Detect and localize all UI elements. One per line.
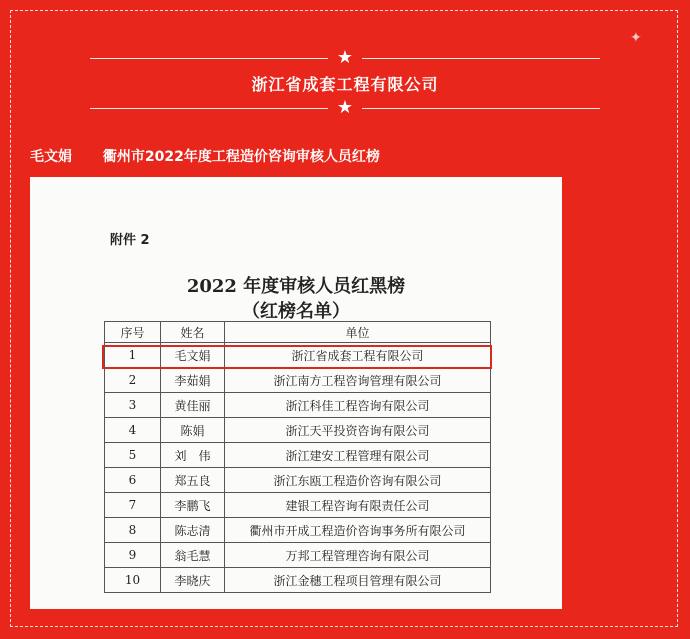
row-no: 9 xyxy=(105,543,161,568)
row-unit: 浙江建安工程管理有限公司 xyxy=(225,443,491,468)
row-no: 1 xyxy=(105,343,161,368)
table-row xyxy=(105,493,491,518)
attachment-label: 附件 2 xyxy=(110,233,150,248)
row-name: 毛文娟 xyxy=(161,343,225,368)
table-row xyxy=(105,568,491,593)
row-no: 3 xyxy=(105,393,161,418)
row-no: 4 xyxy=(105,418,161,443)
table-row xyxy=(105,343,491,368)
caption-author: 毛文娟 xyxy=(30,149,72,165)
table-row xyxy=(105,518,491,543)
row-unit: 浙江金穗工程项目管理有限公司 xyxy=(225,568,491,593)
row-no: 6 xyxy=(105,468,161,493)
column-header-name: 姓名 xyxy=(161,322,225,343)
row-unit: 浙江天平投资咨询有限公司 xyxy=(225,418,491,443)
row-name: 李茹娟 xyxy=(161,368,225,393)
row-name: 陈志清 xyxy=(161,518,225,543)
row-no: 10 xyxy=(105,568,161,593)
row-name: 黄佳丽 xyxy=(161,393,225,418)
row-unit: 浙江东瓯工程造价咨询有限公司 xyxy=(225,468,491,493)
document-title: 2022 年度审核人员红黑榜 xyxy=(186,276,406,297)
row-unit: 浙江南方工程咨询管理有限公司 xyxy=(225,368,491,393)
table-row xyxy=(105,393,491,418)
row-unit: 万邦工程管理咨询有限公司 xyxy=(225,543,491,568)
row-name: 刘 伟 xyxy=(161,443,225,468)
row-no: 5 xyxy=(105,443,161,468)
top-divider-right xyxy=(362,58,600,59)
row-name: 郑五良 xyxy=(161,468,225,493)
bottom-divider-left xyxy=(90,108,328,109)
photo-caption xyxy=(30,146,380,166)
row-unit: 衢州市开成工程造价咨询事务所有限公司 xyxy=(225,518,491,543)
row-name: 翁毛慧 xyxy=(161,543,225,568)
row-no: 7 xyxy=(105,493,161,518)
row-name: 陈娟 xyxy=(161,418,225,443)
sparkle-icon: ✦ xyxy=(630,30,642,46)
table-row xyxy=(105,418,491,443)
table-row xyxy=(105,368,491,393)
row-name: 李晓庆 xyxy=(161,568,225,593)
table-header-row xyxy=(105,322,491,343)
row-no: 8 xyxy=(105,518,161,543)
red-list-table xyxy=(104,321,491,593)
company-name-heading: 浙江省成套工程有限公司 xyxy=(251,75,439,94)
row-unit: 建银工程咨询有限责任公司 xyxy=(225,493,491,518)
caption-title: 衢州市2022年度工程造价咨询审核人员红榜 xyxy=(102,149,380,165)
row-unit: 浙江省成套工程有限公司 xyxy=(225,343,491,368)
document-subtitle: （红榜名单） xyxy=(242,301,350,322)
column-header-unit: 单位 xyxy=(225,322,491,343)
bottom-divider-right xyxy=(362,108,600,109)
table-row xyxy=(105,543,491,568)
table-row xyxy=(105,468,491,493)
table-row xyxy=(105,443,491,468)
row-no: 2 xyxy=(105,368,161,393)
star-icon-top: ★ xyxy=(336,47,354,68)
column-header-no: 序号 xyxy=(105,322,161,343)
star-icon-bottom: ★ xyxy=(336,97,354,118)
row-unit: 浙江科佳工程咨询有限公司 xyxy=(225,393,491,418)
document-image xyxy=(30,177,562,609)
top-divider-left xyxy=(90,58,328,59)
row-name: 李鹏飞 xyxy=(161,493,225,518)
